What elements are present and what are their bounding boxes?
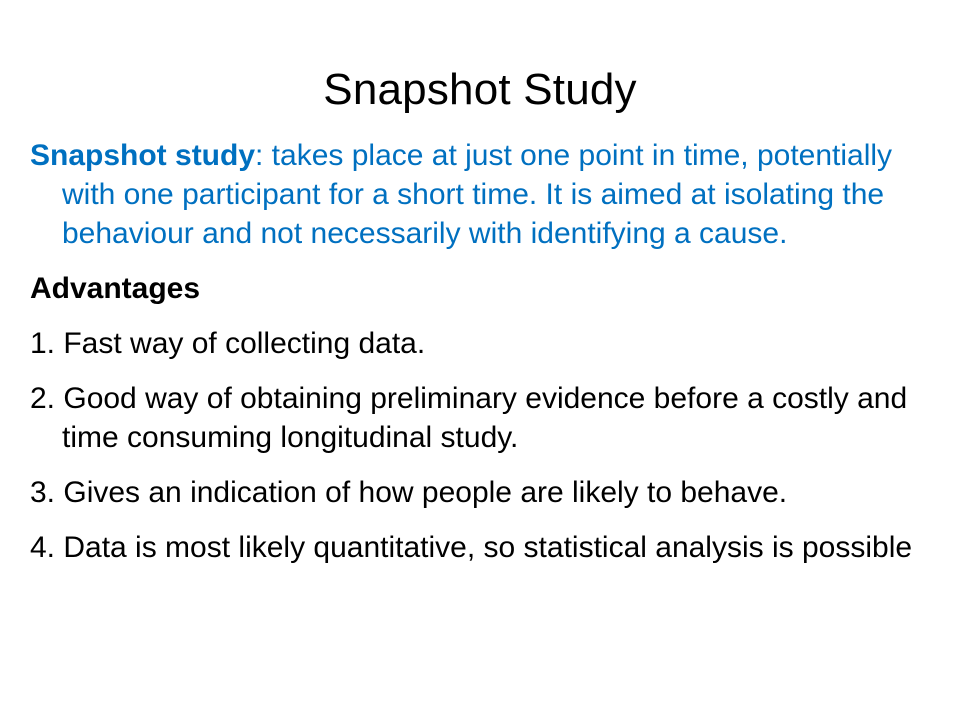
advantage-item: 1. Fast way of collecting data. bbox=[30, 327, 426, 360]
advantage-item: 4. Data is most likely quantitative, so statistical analysis is possible bbox=[30, 531, 913, 564]
slide-title: Snapshot Study bbox=[323, 65, 637, 114]
advantage-item: 3. Gives an indication of how people are likely to behave. bbox=[30, 476, 788, 509]
slide-body bbox=[30, 136, 935, 583]
advantage-item: 2. Good way of obtaining preliminary evidence before a costly and time consuming longitudinal study. bbox=[30, 382, 908, 454]
definition-paragraph bbox=[30, 136, 935, 253]
definition-term: Snapshot study bbox=[30, 139, 256, 172]
definition-text: : takes place at just one point in time, potentially with one participant for a short time. It is aimed at isolating the behaviour and not necessarily with identifying a cause. bbox=[62, 139, 893, 250]
advantages-heading: Advantages bbox=[30, 272, 201, 305]
